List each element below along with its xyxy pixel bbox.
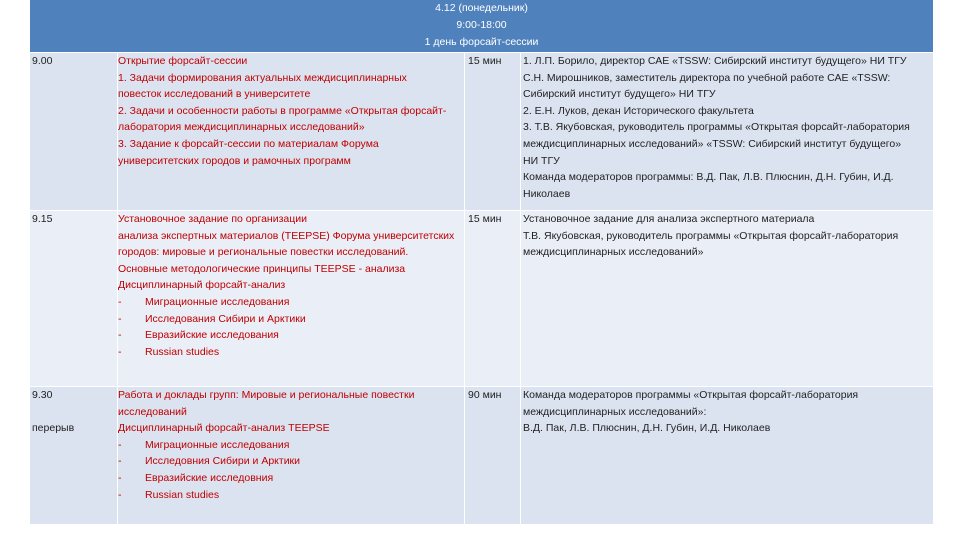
- people-line: Установочное задание для анализа экспертного материала: [523, 213, 815, 225]
- bullet-text: Russian studies: [145, 488, 220, 501]
- row-people-cell: [523, 387, 931, 524]
- people-line: Сибирский институт будущего» НИ ТГУ: [523, 88, 716, 101]
- header-day: 1 день форсайт-сессии: [424, 36, 539, 48]
- people-line: Николаев: [523, 187, 571, 200]
- bullet-item: [118, 487, 464, 504]
- row-people-cell: [523, 53, 931, 210]
- bullet-dash: -: [118, 455, 122, 468]
- people-line: НИ ТГУ: [523, 154, 560, 167]
- bullet-item: [118, 311, 464, 328]
- topic-line: городов: мировые и региональные повестки исследований.: [118, 246, 409, 259]
- topic-line: 2. Задачи и особенности работы в программе «Открытая форсайт-: [118, 104, 447, 117]
- topic-line: анализа экспертных материалов (TEEPSE) Форума университетских: [118, 229, 455, 242]
- bullet-dash: -: [118, 295, 122, 308]
- bullet-text: Russian studies: [145, 345, 220, 358]
- bullet-item: [118, 344, 464, 361]
- people-line: Команда модераторов программы: В.Д. Пак, Л.В. Плюснин, Д.Н. Губин, И.Д.: [523, 171, 894, 184]
- topic-line: Дисциплинарный форсайт-анализ: [118, 279, 286, 292]
- bullet-text: Евразийские исследования: [145, 329, 279, 342]
- schedule-header: [30, 0, 933, 52]
- row-time: 9.15: [32, 213, 53, 225]
- bullet-dash: -: [118, 312, 122, 325]
- topic-line: 3. Задание к форсайт-сессии по материалам Форума: [118, 137, 379, 150]
- bullet-dash: -: [118, 438, 122, 451]
- row-time: 9.00: [32, 55, 53, 67]
- people-line: 3. Т.В. Якубовская, руководитель программы «Открытая форсайт-лаборатория: [523, 121, 910, 134]
- people-line: междисциплинарных исследований»:: [523, 405, 707, 418]
- people-line: Команда модераторов программы «Открытая форсайт-лаборатория: [523, 389, 859, 401]
- bullet-dash: -: [118, 471, 122, 484]
- topic-line: 1. Задачи формирования актуальных междисциплинарных: [118, 71, 407, 84]
- topic-line: Работа и доклады групп: Мировые и региональные повестки: [118, 389, 415, 401]
- topic-line: исследований: [118, 405, 187, 418]
- row-people-cell: [523, 211, 931, 386]
- row-topic-cell: [118, 211, 464, 386]
- row-duration-cell: [465, 387, 522, 524]
- schedule-row: [30, 387, 933, 524]
- bullet-text: Миграционные исследования: [145, 295, 290, 308]
- bullet-dash: -: [118, 345, 122, 358]
- bullet-text: Исследовния Сибири и Арктики: [145, 455, 301, 468]
- topic-line: лаборатория междисциплинарных исследований»: [118, 121, 365, 134]
- row-time-cell: [30, 387, 118, 524]
- bullet-item: [118, 327, 464, 344]
- topic-line: Основные методологические принципы TEEPSE - анализа: [118, 262, 406, 275]
- people-line: междисциплинарных исследований» «TSSW: Сибирский институт будущего»: [523, 137, 902, 150]
- topic-line: Установочное задание по организации: [118, 213, 307, 225]
- topic-line: Открытие форсайт-сессии: [118, 55, 248, 67]
- topic-line: университетских городов и рамочных программ: [118, 154, 351, 167]
- people-line: В.Д. Пак, Л.В. Плюснин, Д.Н. Губин, И.Д. Николаев: [523, 422, 771, 435]
- row-duration: 15 мин: [468, 55, 502, 67]
- bullet-text: Исследования Сибири и Арктики: [145, 312, 306, 325]
- bullet-item: [118, 294, 464, 311]
- topic-line: Дисциплинарный форсайт-анализ TEEPSE: [118, 422, 330, 435]
- bullet-text: Миграционные исследования: [145, 438, 290, 451]
- row-time: 9.30: [32, 389, 53, 401]
- bullet-dash: -: [118, 488, 122, 501]
- bullet-item: [118, 437, 464, 454]
- row-topic-cell: [118, 387, 464, 524]
- bullet-item: [118, 453, 464, 470]
- people-line: Т.В. Якубовская, руководитель программы «Открытая форсайт-лаборатория: [523, 229, 899, 242]
- row-duration-cell: [465, 211, 522, 386]
- row-duration: 90 мин: [468, 389, 502, 401]
- people-line: междисциплинарных исследований»: [523, 246, 704, 259]
- topic-line: повесток исследований в университете: [118, 88, 311, 101]
- bullet-dash: -: [118, 329, 122, 342]
- people-line: 2. Е.Н. Луков, декан Исторического факультета: [523, 104, 754, 117]
- row-time-cell: [30, 53, 118, 210]
- row-time-cell: [30, 211, 118, 386]
- header-date: 4.12 (понедельник): [435, 2, 528, 14]
- row-duration-cell: [465, 53, 522, 210]
- header-time: 9:00-18:00: [456, 19, 507, 31]
- row-duration: 15 мин: [468, 213, 502, 225]
- people-line: С.Н. Мирошников, заместитель директора по учебной работе САЕ «TSSW:: [523, 71, 891, 84]
- schedule-row: [30, 211, 933, 386]
- people-line: 1. Л.П. Борило, директор САЕ «TSSW: Сибирский институт будущего» НИ ТГУ: [523, 55, 907, 67]
- row-break-note: перерыв: [32, 422, 75, 435]
- bullet-text: Евразийские исследовния: [145, 471, 274, 484]
- row-topic-cell: [118, 53, 464, 210]
- bullet-item: [118, 470, 464, 487]
- schedule-row: [30, 53, 933, 210]
